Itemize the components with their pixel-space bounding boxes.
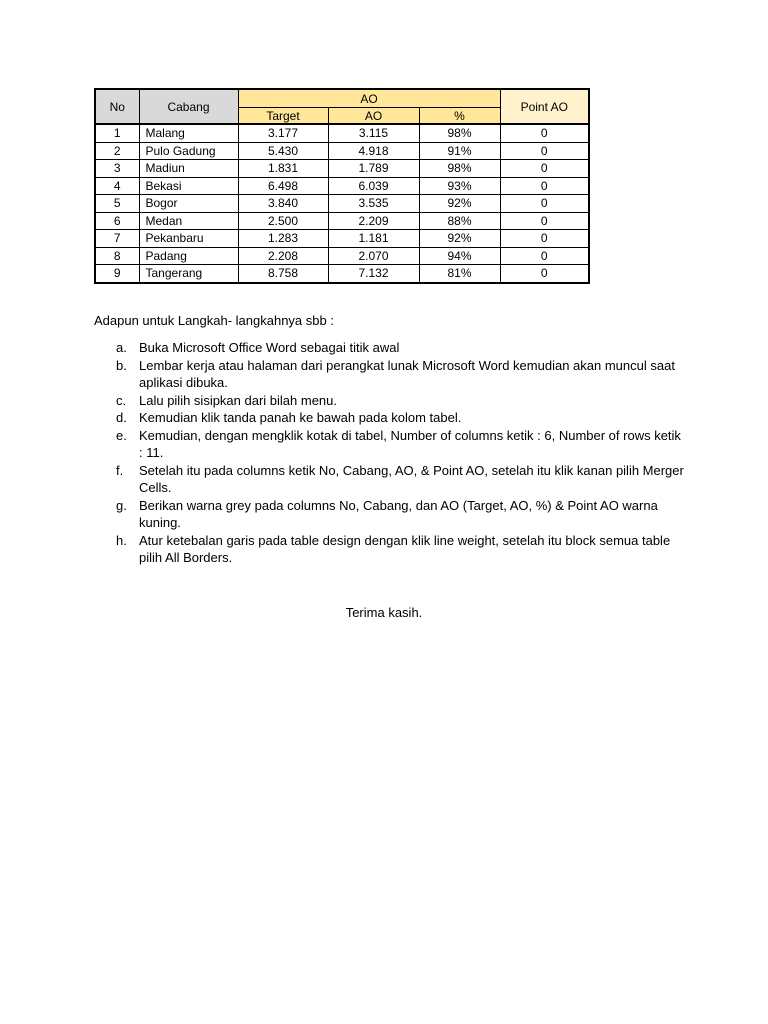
- cell-point-ao: 0: [500, 142, 589, 160]
- cell-point-ao: 0: [500, 212, 589, 230]
- cell-cabang: Padang: [139, 247, 238, 265]
- list-marker: b.: [116, 357, 127, 373]
- list-item: [94, 392, 684, 410]
- list-marker: c.: [116, 392, 127, 408]
- table-row: [95, 212, 589, 230]
- cell-no: 5: [95, 195, 139, 213]
- list-item: [94, 462, 684, 497]
- cell-percent: 92%: [419, 230, 500, 248]
- list-item: [94, 339, 684, 357]
- cell-ao: 1.789: [328, 160, 419, 178]
- list-item-text: Setelah itu pada columns ketik No, Cabang, AO, & Point AO, setelah itu klik kanan pilih Merger Cells.: [139, 462, 684, 495]
- cell-target: 2.208: [238, 247, 328, 265]
- cell-ao: 6.039: [328, 177, 419, 195]
- cell-no: 1: [95, 124, 139, 142]
- cell-ao: 7.132: [328, 265, 419, 283]
- cell-percent: 92%: [419, 195, 500, 213]
- header-target: Target: [238, 108, 328, 125]
- cell-target: 3.840: [238, 195, 328, 213]
- cell-no: 4: [95, 177, 139, 195]
- cell-cabang: Bogor: [139, 195, 238, 213]
- cell-percent: 88%: [419, 212, 500, 230]
- list-marker: a.: [116, 340, 127, 355]
- list-item-text: Buka Microsoft Office Word sebagai titik awal: [139, 340, 400, 355]
- cell-cabang: Pulo Gadung: [139, 142, 238, 160]
- table-row: [95, 124, 589, 142]
- cell-target: 1.283: [238, 230, 328, 248]
- list-marker: e.: [116, 427, 127, 443]
- table-row: [95, 230, 589, 248]
- cell-cabang: Medan: [139, 212, 238, 230]
- intro-text: Adapun untuk Langkah- langkahnya sbb :: [94, 313, 334, 328]
- header-ao-group: AO: [238, 89, 500, 108]
- list-marker: d.: [116, 410, 127, 425]
- table-row: [95, 142, 589, 160]
- cell-percent: 98%: [419, 160, 500, 178]
- cell-target: 5.430: [238, 142, 328, 160]
- cell-ao: 3.535: [328, 195, 419, 213]
- list-marker: g.: [116, 497, 127, 513]
- cell-percent: 94%: [419, 247, 500, 265]
- list-marker: h.: [116, 532, 127, 548]
- steps-list: [94, 339, 684, 567]
- cell-target: 6.498: [238, 177, 328, 195]
- cell-no: 7: [95, 230, 139, 248]
- cell-target: 3.177: [238, 124, 328, 142]
- list-item: [94, 497, 684, 532]
- cell-cabang: Malang: [139, 124, 238, 142]
- list-item-text: Lalu pilih sisipkan dari bilah menu.: [139, 392, 338, 408]
- cell-point-ao: 0: [500, 124, 589, 142]
- cell-cabang: Pekanbaru: [139, 230, 238, 248]
- cell-no: 8: [95, 247, 139, 265]
- cell-no: 6: [95, 212, 139, 230]
- list-item-text: Berikan warna grey pada columns No, Cabang, dan AO (Target, AO, %) & Point AO warna kuning.: [139, 497, 658, 530]
- table-row: [95, 177, 589, 195]
- cell-percent: 98%: [419, 124, 500, 142]
- cell-no: 3: [95, 160, 139, 178]
- cell-target: 1.831: [238, 160, 328, 178]
- cell-cabang: Madiun: [139, 160, 238, 178]
- cell-ao: 2.209: [328, 212, 419, 230]
- header-cabang: Cabang: [139, 89, 238, 124]
- table-row: [95, 160, 589, 178]
- list-item: [94, 409, 684, 427]
- header-ao: AO: [328, 108, 419, 125]
- list-item-text: Atur ketebalan garis pada table design dengan klik line weight, setelah itu block semua table pilih All Borders.: [139, 532, 671, 565]
- cell-point-ao: 0: [500, 230, 589, 248]
- header-point-ao: Point AO: [500, 89, 589, 124]
- list-item: [94, 532, 684, 567]
- cell-ao: 3.115: [328, 124, 419, 142]
- cell-no: 9: [95, 265, 139, 283]
- cell-ao: 1.181: [328, 230, 419, 248]
- list-marker: f.: [116, 462, 124, 478]
- table-row: [95, 265, 589, 283]
- cell-point-ao: 0: [500, 160, 589, 178]
- cell-ao: 4.918: [328, 142, 419, 160]
- cell-cabang: Bekasi: [139, 177, 238, 195]
- list-item-text: Kemudian klik tanda panah ke bawah pada kolom tabel.: [139, 410, 462, 425]
- cell-no: 2: [95, 142, 139, 160]
- cell-target: 8.758: [238, 265, 328, 283]
- header-no: No: [95, 89, 139, 124]
- cell-point-ao: 0: [500, 177, 589, 195]
- cell-point-ao: 0: [500, 247, 589, 265]
- cell-ao: 2.070: [328, 247, 419, 265]
- list-item: [94, 427, 684, 462]
- list-item-text: Lembar kerja atau halaman dari perangkat lunak Microsoft Word kemudian akan muncul saat aplikasi dibuka.: [139, 357, 675, 390]
- header-percent: %: [419, 108, 500, 125]
- cell-percent: 91%: [419, 142, 500, 160]
- cell-point-ao: 0: [500, 265, 589, 283]
- ao-report-table: [94, 88, 590, 284]
- cell-percent: 93%: [419, 177, 500, 195]
- cell-target: 2.500: [238, 212, 328, 230]
- cell-point-ao: 0: [500, 195, 589, 213]
- cell-percent: 81%: [419, 265, 500, 283]
- closing-text: Terima kasih.: [345, 605, 423, 620]
- table-row: [95, 247, 589, 265]
- list-item-text: Kemudian, dengan mengklik kotak di tabel, Number of columns ketik : 6, Number of rows ketik : 11.: [139, 427, 681, 460]
- cell-cabang: Tangerang: [139, 265, 238, 283]
- list-item: [94, 357, 684, 392]
- table-row: [95, 195, 589, 213]
